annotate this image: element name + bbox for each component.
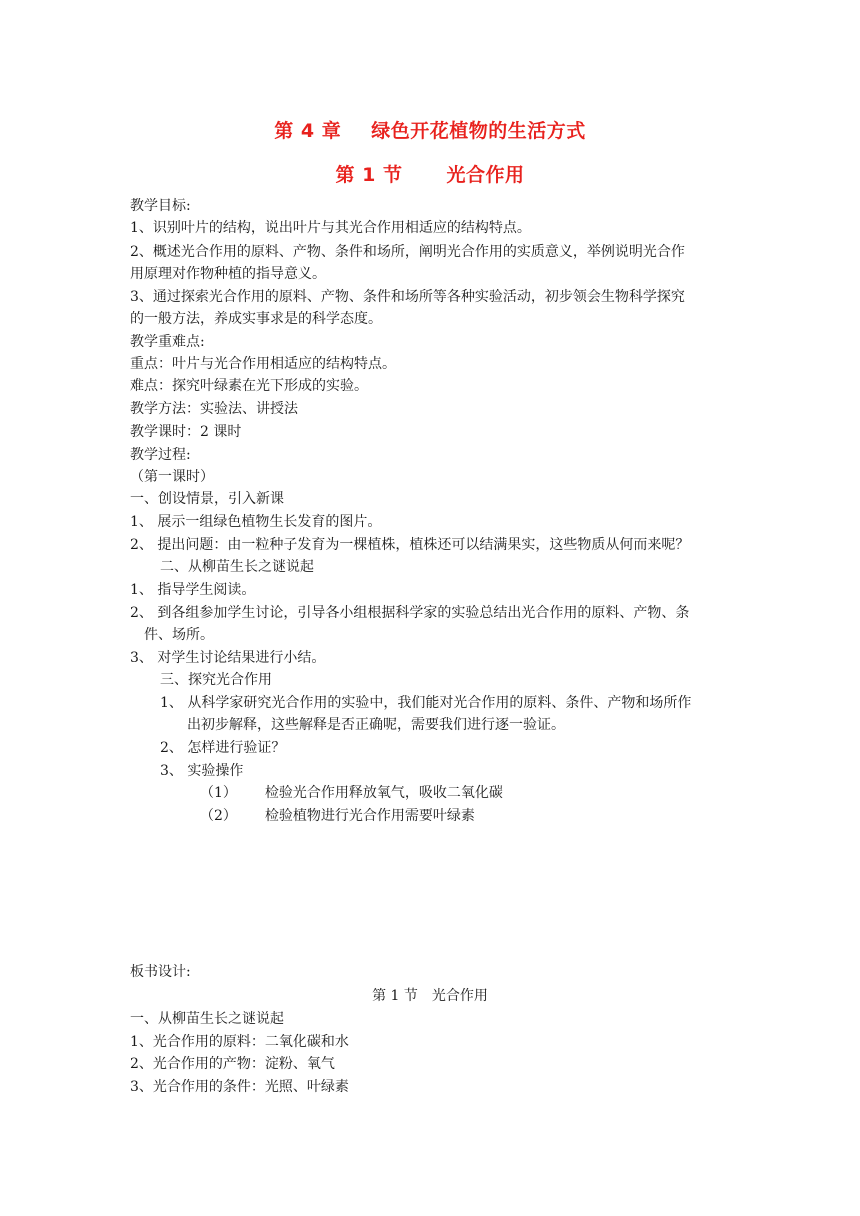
part-3-substep-1 xyxy=(200,782,503,804)
part-2-step-2-line-1 xyxy=(130,602,689,624)
part-3-step-2 xyxy=(160,737,285,759)
step-number: 2、 xyxy=(160,740,183,756)
step-text: 提出问题：由一粒种子发育为一棵植株，植株还可以结满果实，这些物质从何而来呢？ xyxy=(157,537,690,553)
board-line-4: 3、光合作用的条件：光照、叶绿素 xyxy=(130,1079,349,1095)
key-point-focus: 重点：叶片与光合作用相适应的结构特点。 xyxy=(130,356,396,372)
substep-number: （2） xyxy=(200,808,237,824)
part-3-title: 三、探究光合作用 xyxy=(160,672,272,688)
goal-item-1: 1、识别叶片的结构，说出叶片与其光合作用相适应的结构特点。 xyxy=(130,220,531,236)
key-point-difficulty: 难点：探究叶绿素在光下形成的实验。 xyxy=(130,378,368,394)
step-number: 1、 xyxy=(160,695,183,711)
chapter-number: 第 4 章 xyxy=(274,120,342,142)
part-3-substep-2 xyxy=(200,805,475,827)
section-name: 光合作用 xyxy=(446,164,525,186)
teaching-hours: 教学课时：2 课时 xyxy=(130,424,242,440)
goal-item-2-line-1: 2、概述光合作用的原料、产物、条件和场所，阐明光合作用的实质意义，举例说明光合作 xyxy=(130,244,685,260)
key-points-heading: 教学重难点: xyxy=(130,334,205,350)
goal-item-3-line-1: 3、通过探索光合作用的原料、产物、条件和场所等各种实验活动，初步领会生物科学探究 xyxy=(130,289,685,305)
board-section-name: 光合作用 xyxy=(431,988,488,1004)
chapter-name: 绿色开花植物的生活方式 xyxy=(371,120,586,142)
board-section-number: 第 1 节 xyxy=(372,988,418,1004)
step-text: 实验操作 xyxy=(187,763,244,779)
part-2-step-2-line-2: 件、场所。 xyxy=(144,627,214,643)
step-text: 到各组参加学生讨论，引导各小组根据科学家的实验总结出光合作用的原料、产物、条 xyxy=(157,605,690,621)
section-title xyxy=(0,160,860,187)
part-3-step-1-line-2: 出初步解释，这些解释是否正确呢，需要我们进行逐一验证。 xyxy=(187,717,565,733)
board-title xyxy=(0,985,860,1007)
substep-number: （1） xyxy=(200,785,237,801)
part-1-step-2 xyxy=(130,534,689,556)
section-number: 第 1 节 xyxy=(335,164,403,186)
goals-heading: 教学目标: xyxy=(130,198,191,214)
part-1-title: 一、创设情景，引入新课 xyxy=(130,491,284,507)
part-2-title: 二、从柳苗生长之谜说起 xyxy=(160,559,314,575)
part-3-step-1-line-1 xyxy=(160,692,691,714)
chapter-title xyxy=(0,116,860,143)
step-text: 指导学生阅读。 xyxy=(157,582,256,598)
step-text: 怎样进行验证？ xyxy=(187,740,286,756)
step-number: 2、 xyxy=(130,605,153,621)
goal-item-2-line-2: 用原理对作物种植的指导意义。 xyxy=(130,266,326,282)
part-1-step-1 xyxy=(130,511,381,533)
board-line-3: 2、光合作用的产物：淀粉、氧气 xyxy=(130,1056,335,1072)
board-heading: 板书设计: xyxy=(130,964,191,980)
step-number: 1、 xyxy=(130,582,153,598)
part-3-step-3 xyxy=(160,760,243,782)
step-text: 展示一组绿色植物生长发育的图片。 xyxy=(157,514,382,530)
goal-item-3-line-2: 的一般方法，养成实事求是的科学态度。 xyxy=(130,311,382,327)
board-line-1: 一、从柳苗生长之谜说起 xyxy=(130,1011,284,1027)
step-number: 3、 xyxy=(160,763,183,779)
step-number: 2、 xyxy=(130,537,153,553)
process-heading: 教学过程: xyxy=(130,447,191,463)
step-number: 3、 xyxy=(130,650,153,666)
part-2-step-1 xyxy=(130,579,255,601)
teaching-method: 教学方法：实验法、讲授法 xyxy=(130,401,298,417)
substep-text: 检验植物进行光合作用需要叶绿素 xyxy=(264,808,475,824)
step-number: 1、 xyxy=(130,514,153,530)
lesson-label: （第一课时） xyxy=(130,469,214,485)
substep-text: 检验光合作用释放氧气，吸收二氧化碳 xyxy=(264,785,503,801)
step-text: 对学生讨论结果进行小结。 xyxy=(157,650,326,666)
board-line-2: 1、光合作用的原料：二氧化碳和水 xyxy=(130,1034,349,1050)
part-2-step-3 xyxy=(130,647,325,669)
step-text: 从科学家研究光合作用的实验中，我们能对光合作用的原料、条件、产物和场所作 xyxy=(187,695,692,711)
